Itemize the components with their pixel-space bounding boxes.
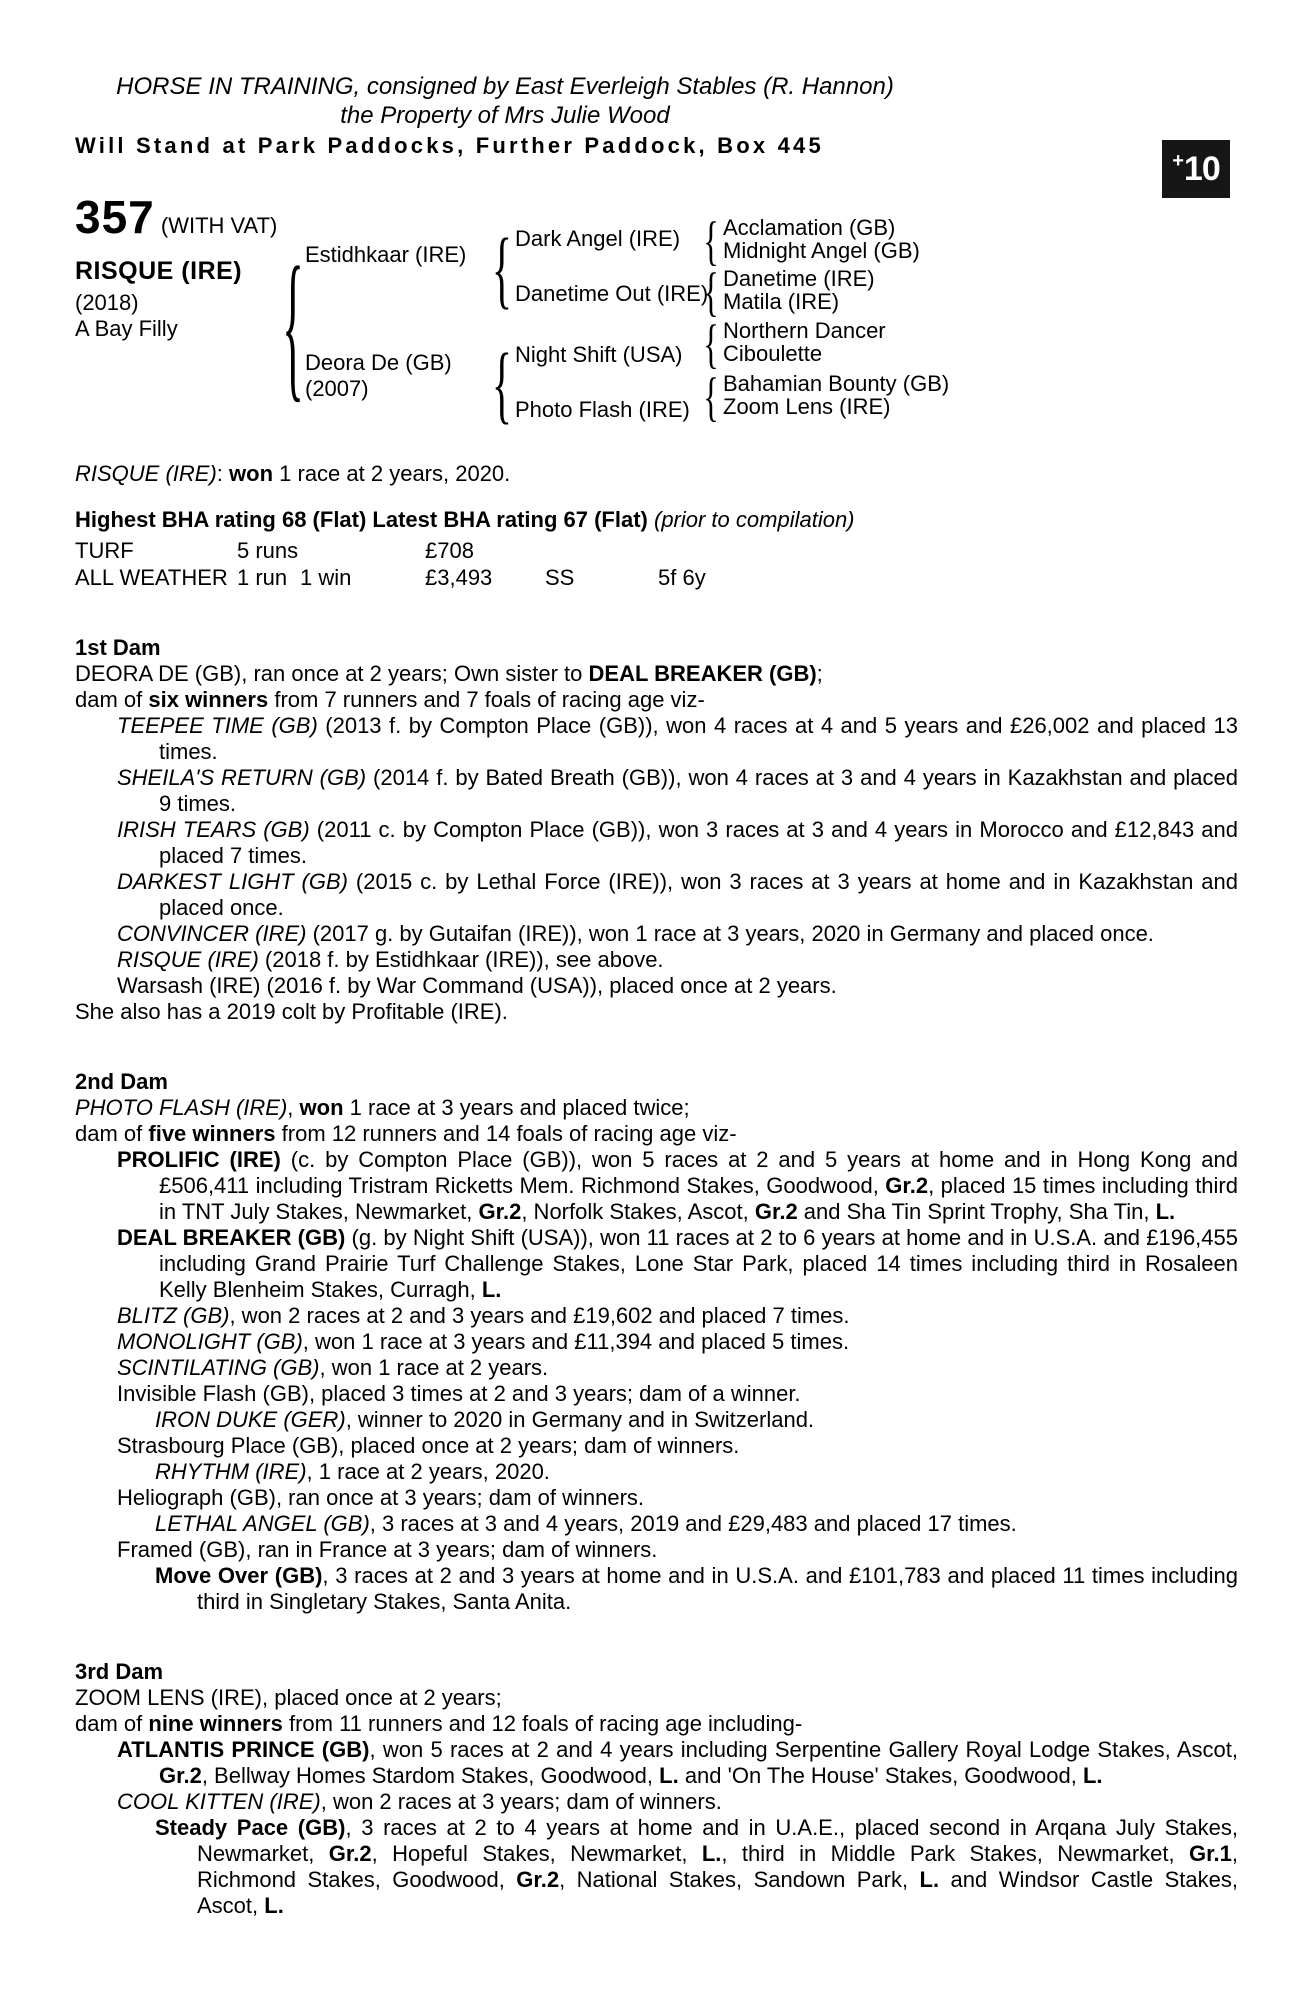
text-segment: DARKEST LIGHT (GB): [117, 869, 348, 894]
text-segment: Gr.2: [516, 1867, 560, 1892]
pedigree-paragraph: [75, 1121, 1238, 1147]
text-segment: (2018 f. by Estidhkaar (IRE)), see above.: [258, 947, 664, 972]
text-segment: from 7 runners and 7 foals of racing age viz-: [268, 687, 705, 712]
section-title: 1st Dam: [75, 635, 161, 660]
text-segment: , won 1 race at 3 years and £11,394 and placed 5 times.: [302, 1329, 850, 1354]
brace-gen3-b: {: [703, 262, 719, 322]
text-segment: , placed 15 times including third in TNT July Stakes, Newmarket,: [159, 1173, 1238, 1224]
stats-distance: 5f 6y: [658, 565, 706, 590]
vat-note: (WITH VAT): [160, 213, 278, 238]
lot-number-line: [75, 191, 278, 243]
section-title: 2nd Dam: [75, 1069, 168, 1094]
pedigree-paragraph: [75, 1329, 1238, 1355]
sire-dam-name: Danetime Out (IRE): [515, 281, 709, 306]
text-segment: , third in Middle Park Stakes, Newmarket,: [721, 1841, 1190, 1866]
dam-dam-name: Photo Flash (IRE): [515, 397, 690, 422]
text-segment: Steady Pace (GB): [155, 1815, 346, 1840]
text-segment: She also has a 2019 colt by Profitable (IRE).: [75, 999, 508, 1024]
section-title: 3rd Dam: [75, 1659, 164, 1684]
text-segment: Invisible Flash (GB), placed 3 times at 2 and 3 years; dam of a winner.: [117, 1381, 801, 1406]
pedigree-paragraph: [75, 869, 1238, 921]
text-segment: L.: [1082, 1763, 1103, 1788]
text-segment: , Richmond Stakes, Goodwood,: [197, 1841, 1238, 1892]
pedigree-paragraph: [75, 1433, 1238, 1459]
text-segment: , 3 races at 3 and 4 years, 2019 and £29,483 and placed 17 times.: [369, 1511, 1017, 1536]
badge-number: 10: [1183, 149, 1220, 188]
text-segment: L.: [919, 1867, 940, 1892]
text-segment: PROLIFIC (IRE): [117, 1147, 281, 1172]
pedigree-paragraph: [75, 1815, 1238, 1919]
text-segment: dam of: [75, 1711, 149, 1736]
text-segment: L.: [701, 1841, 722, 1866]
text-segment: L.: [659, 1763, 679, 1788]
text-segment: Gr.2: [885, 1173, 929, 1198]
text-segment: Gr.2: [478, 1199, 522, 1224]
text-segment: (2013 f. by Compton Place (GB)), won 4 races at 4 and 5 years and £26,002 and placed 13 times.: [159, 713, 1238, 764]
pedigree-paragraph: [75, 1095, 1238, 1121]
text-segment: Strasbourg Place (GB), placed once at 2 years; dam of winners.: [117, 1433, 740, 1458]
brace-gen3-d: {: [703, 367, 719, 427]
stats-earnings: £3,493: [425, 565, 493, 590]
text-segment: SHEILA'S RETURN (GB): [117, 765, 367, 790]
text-segment: from 11 runners and 12 foals of racing age including-: [282, 1711, 803, 1736]
text-segment: (g. by Night Shift (USA)), won 11 races at 2 to 6 years at home and in U.S.A. and £196,455 including Grand Prairie Turf Challenge Stakes, Lone Star Park, placed 14 times including third in Rosaleen Kelly Blenheim Stakes, Curragh,: [159, 1225, 1238, 1302]
stats-wins: [300, 537, 425, 564]
stats-surface: ALL WEATHER: [75, 565, 228, 590]
text-segment: , 3 races at 2 and 3 years at home and in U.S.A. and £101,783 and placed 11 times including third in Singletary Stakes, Santa Anita.: [197, 1563, 1238, 1614]
stats-runs: 5 runs: [237, 538, 299, 563]
text-segment: from 12 runners and 14 foals of racing age viz-: [275, 1121, 737, 1146]
text-segment: , won 1 race at 2 years.: [319, 1355, 549, 1380]
text-segment: CONVINCER (IRE): [117, 921, 307, 946]
text-segment: SCINTILATING (GB): [117, 1355, 320, 1380]
bha-rating-line: [75, 507, 1238, 533]
text-segment: Heliograph (GB), ran once at 3 years; dam of winners.: [117, 1485, 645, 1510]
pedigree-paragraph: [75, 999, 1238, 1025]
sire-dam-dam-name: Matila (IRE): [723, 289, 840, 314]
pedigree-paragraph: [75, 765, 1238, 817]
pedigree-paragraph: [75, 1381, 1238, 1407]
stand-location-line: Will Stand at Park Paddocks, Further Paddock, Box 445: [75, 133, 824, 158]
dam-dam-sire-name: Bahamian Bounty (GB): [723, 371, 950, 396]
text-segment: IRON DUKE (GER): [155, 1407, 346, 1432]
text-segment: six winners: [148, 687, 269, 712]
consignor-line: HORSE IN TRAINING, consigned by East Everleigh Stables (R. Hannon): [116, 73, 894, 100]
pedigree-paragraph: [75, 1789, 1238, 1815]
text-segment: , 3 races at 2 to 4 years at home and in U.A.E., placed second in Arqana July Stakes, Newmarket,: [197, 1815, 1238, 1866]
pedigree-paragraph: [75, 1225, 1238, 1303]
text-segment: , Hopeful Stakes, Newmarket,: [371, 1841, 702, 1866]
text-segment: :: [216, 461, 230, 486]
dam-sire-sire-name: Northern Dancer: [723, 318, 886, 343]
text-segment: , Norfolk Stakes, Ascot,: [521, 1199, 755, 1224]
text-segment: Gr.2: [754, 1199, 798, 1224]
stats-earnings: £708: [425, 538, 474, 563]
text-segment: DEAL BREAKER (GB): [117, 1225, 346, 1250]
text-segment: five winners: [148, 1121, 276, 1146]
sire-sire-name: Dark Angel (IRE): [515, 226, 681, 251]
text-segment: L.: [264, 1893, 284, 1918]
sire-name: Estidhkaar (IRE): [305, 242, 467, 267]
text-segment: (c. by Compton Place (GB)), won 5 races at 2 and 5 years at home and in Hong Kong and £506,411 including Tristram Ricketts Mem. Richmond Stakes, Goodwood,: [159, 1147, 1238, 1198]
dam-name: Deora De (GB): [305, 350, 452, 375]
horse-name: RISQUE (IRE): [75, 257, 243, 285]
text-segment: 1 race at 3 years and placed twice;: [343, 1095, 690, 1120]
pedigree-paragraph: [75, 1511, 1238, 1537]
stats-row-turf: [75, 537, 1238, 564]
pedigree-paragraph: [75, 1737, 1238, 1789]
stats-going: SS: [545, 565, 575, 590]
text-segment: BLITZ (GB): [117, 1303, 230, 1328]
text-segment: ZOOM LENS (IRE), placed once at 2 years;: [75, 1685, 502, 1710]
brace-gen3-c: {: [703, 314, 719, 374]
text-segment: MONOLIGHT (GB): [117, 1329, 303, 1354]
text-segment: dam of: [75, 1121, 149, 1146]
pedigree-paragraph: [75, 713, 1238, 765]
race-record-line: [75, 461, 1238, 487]
text-segment: ;: [816, 661, 823, 686]
pedigree-chart: [75, 191, 1238, 445]
text-segment: won: [229, 461, 274, 486]
pedigree-paragraph: [75, 921, 1238, 947]
text-segment: (2015 c. by Lethal Force (IRE)), won 3 races at 3 years at home and in Kazakhstan and placed once.: [159, 869, 1238, 920]
colour-sex-description: A Bay Filly: [75, 316, 178, 341]
text-segment: L.: [481, 1277, 502, 1302]
dam-sire-dam-name: Ciboulette: [723, 341, 823, 366]
property-line: the Property of Mrs Julie Wood: [340, 102, 670, 129]
lot-number: 357: [75, 191, 155, 243]
text-segment: LETHAL ANGEL (GB): [155, 1511, 370, 1536]
text-segment: RISQUE (IRE): [75, 461, 217, 486]
text-segment: (2014 f. by Bated Breath (GB)), won 4 races at 3 and 4 years in Kazakhstan and placed 9 times.: [159, 765, 1238, 816]
race-stats-table: [75, 537, 1238, 591]
pedigree-paragraph: [75, 1355, 1238, 1381]
pedigree-paragraph: [75, 1147, 1238, 1225]
text-segment: PHOTO FLASH (IRE): [75, 1095, 288, 1120]
text-segment: , won 2 races at 3 years; dam of winners.: [320, 1789, 722, 1814]
text-segment: nine winners: [148, 1711, 283, 1736]
text-segment: DEORA DE (GB), ran once at 2 years; Own sister to: [75, 661, 589, 686]
text-segment: , won 2 races at 2 and 3 years and £19,602 and placed 7 times.: [229, 1303, 850, 1328]
text-segment: Framed (GB), ran in France at 3 years; dam of winners.: [117, 1537, 658, 1562]
text-segment: and 'On The House' Stakes, Goodwood,: [678, 1763, 1083, 1788]
text-segment: DEAL BREAKER (GB): [588, 661, 817, 686]
text-segment: , 1 race at 2 years, 2020.: [306, 1459, 550, 1484]
dam-sections: [75, 635, 1238, 1919]
pedigree-paragraph: [75, 1407, 1238, 1433]
pedigree-paragraph: [75, 687, 1238, 713]
brace-gen2-sire: {: [491, 221, 513, 317]
pedigree-paragraph: [75, 817, 1238, 869]
stats-distance: [658, 537, 1238, 564]
text-segment: , won 5 races at 2 and 4 years including Serpentine Gallery Royal Lodge Stakes, Ascot,: [369, 1737, 1238, 1762]
text-segment: and Windsor Castle Stakes, Ascot,: [197, 1867, 1238, 1918]
pedigree-paragraph: [75, 1485, 1238, 1511]
dam-year: (2007): [305, 376, 369, 401]
brace-gen1: {: [282, 234, 304, 416]
stats-surface: TURF: [75, 538, 134, 563]
text-segment: and Sha Tin Sprint Trophy, Sha Tin,: [797, 1199, 1156, 1224]
pedigree-paragraph: [75, 1303, 1238, 1329]
pedigree-paragraph: [75, 947, 1238, 973]
text-segment: Gr.2: [328, 1841, 372, 1866]
sire-sire-dam-name: Midnight Angel (GB): [723, 238, 920, 263]
stats-wins: 1 win: [300, 565, 352, 590]
text-segment: RISQUE (IRE): [117, 947, 259, 972]
text-segment: , winner to 2020 in Germany and in Switzerland.: [345, 1407, 815, 1432]
text-segment: dam of: [75, 687, 149, 712]
text-segment: won: [299, 1095, 344, 1120]
text-segment: (2017 g. by Gutaifan (IRE)), won 1 race at 3 years, 2020 in Germany and placed once.: [306, 921, 1154, 946]
text-segment: Move Over (GB): [155, 1563, 323, 1588]
stats-row-all-weather: [75, 564, 1238, 591]
pedigree-paragraph: [75, 1711, 1238, 1737]
text-segment: Highest BHA rating 68 (Flat) Latest BHA rating 67 (Flat): [75, 507, 648, 532]
pedigree-paragraph: [75, 1537, 1238, 1563]
stats-runs: 1 run: [237, 565, 288, 590]
foaling-year: (2018): [75, 290, 139, 315]
stats-going: [545, 537, 658, 564]
brace-gen3-a: {: [703, 211, 719, 271]
brace-gen2-dam: {: [491, 336, 513, 432]
text-segment: COOL KITTEN (IRE): [117, 1789, 321, 1814]
dam-dam-dam-name: Zoom Lens (IRE): [723, 394, 891, 419]
pedigree-paragraph: [75, 661, 1238, 687]
text-segment: Gr.2: [159, 1763, 202, 1788]
text-segment: RHYTHM (IRE): [155, 1459, 307, 1484]
plus10-badge-icon: [1162, 140, 1230, 198]
pedigree-paragraph: [75, 1685, 1238, 1711]
sire-dam-sire-name: Danetime (IRE): [723, 266, 875, 291]
pedigree-paragraph: [75, 1563, 1238, 1615]
text-segment: (2011 c. by Compton Place (GB)), won 3 races at 3 and 4 years in Morocco and £12,843 and placed 7 times.: [159, 817, 1238, 868]
text-segment: ,: [287, 1095, 300, 1120]
text-segment: L.: [1155, 1199, 1176, 1224]
dam-sire-name: Night Shift (USA): [515, 342, 683, 367]
pedigree-paragraph: [75, 1459, 1238, 1485]
sire-sire-sire-name: Acclamation (GB): [723, 215, 896, 240]
text-segment: TEEPEE TIME (GB): [117, 713, 318, 738]
text-segment: , National Stakes, Sandown Park,: [559, 1867, 920, 1892]
pedigree-paragraph: [75, 973, 1238, 999]
text-segment: (prior to compilation): [647, 507, 855, 532]
text-segment: , Bellway Homes Stardom Stakes, Goodwood,: [201, 1763, 660, 1788]
text-segment: ATLANTIS PRINCE (GB): [117, 1737, 370, 1762]
badge-plus: +: [1172, 149, 1184, 172]
text-segment: 1 race at 2 years, 2020.: [273, 461, 511, 486]
text-segment: Warsash (IRE) (2016 f. by War Command (USA)), placed once at 2 years.: [117, 973, 837, 998]
text-segment: Gr.1: [1189, 1841, 1232, 1866]
text-segment: IRISH TEARS (GB): [117, 817, 310, 842]
